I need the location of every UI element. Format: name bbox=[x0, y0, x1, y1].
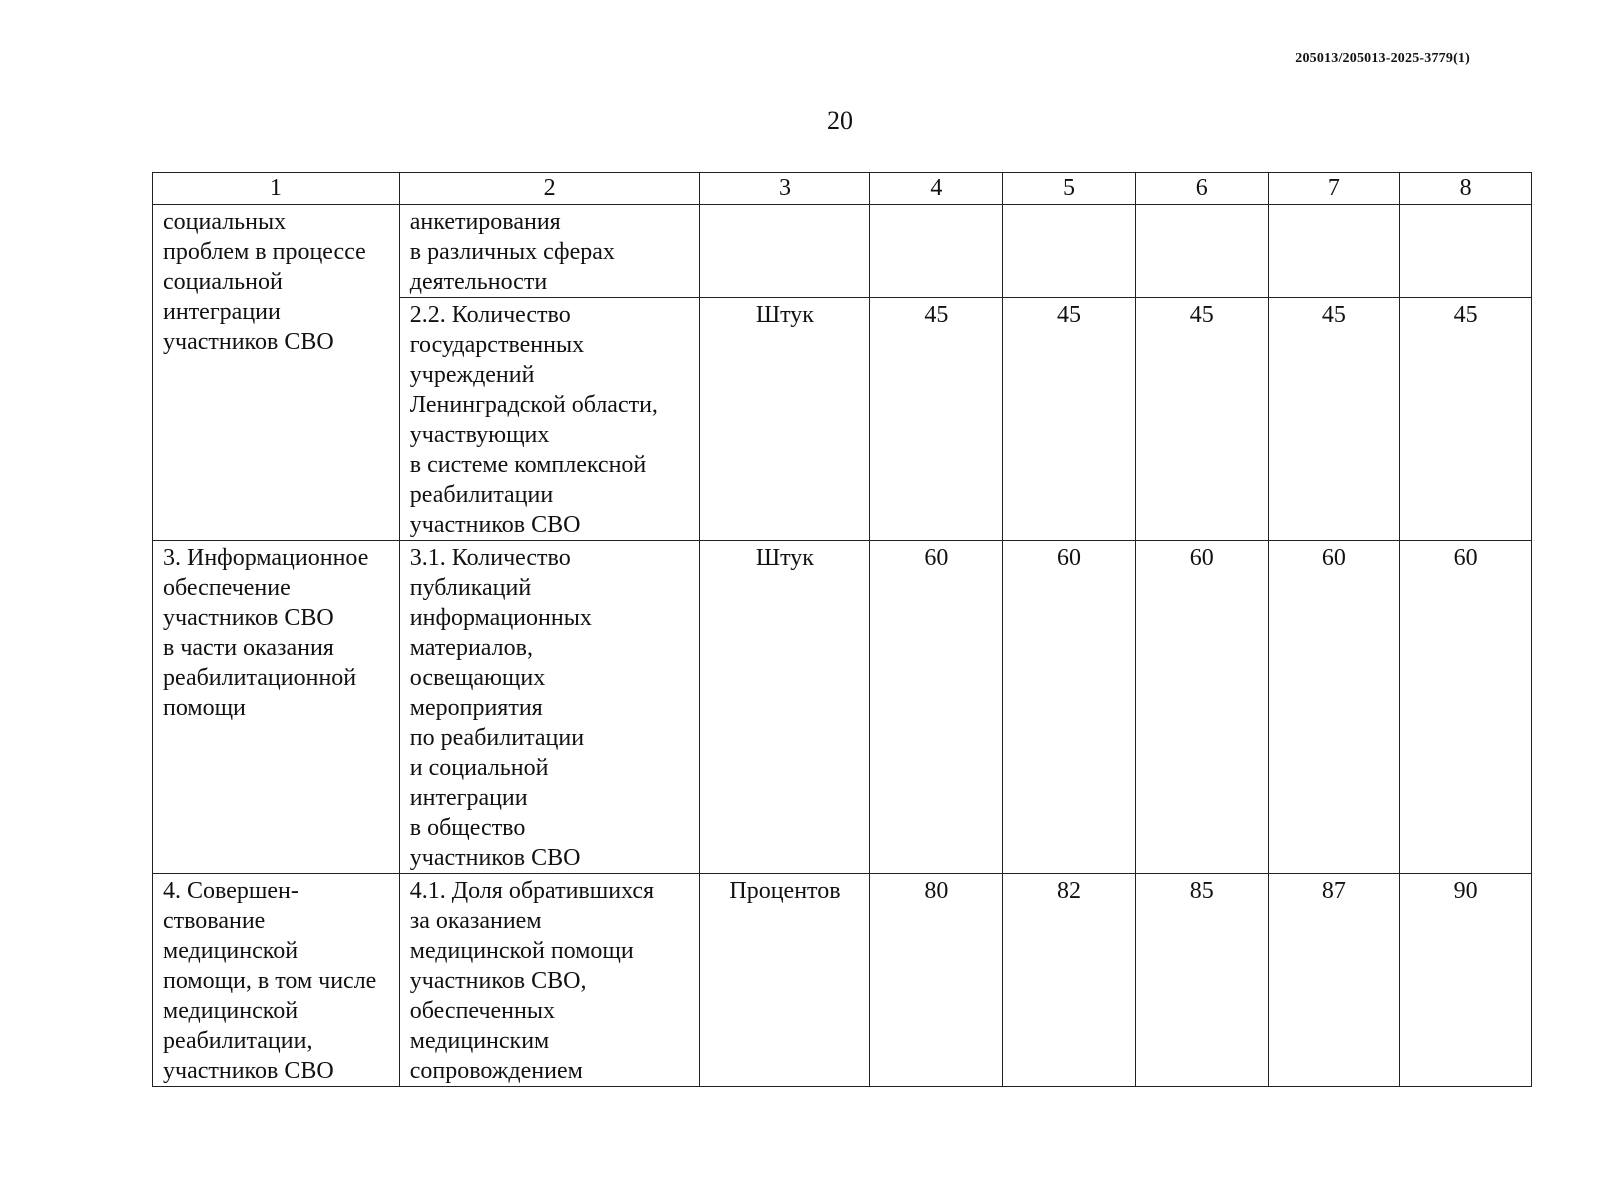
indicator-cell bbox=[399, 298, 700, 541]
column-header: 8 bbox=[1400, 173, 1532, 205]
column-header: 5 bbox=[1003, 173, 1136, 205]
indicators-table-container bbox=[152, 172, 1532, 1087]
value-cell bbox=[1135, 205, 1268, 298]
cell-text-line: в различных сферах bbox=[409, 239, 615, 265]
unit-cell: Штук bbox=[700, 298, 870, 541]
cell-text-line: сопровождением bbox=[409, 1058, 583, 1084]
cell-text-line: анкетирования bbox=[409, 209, 561, 235]
cell-text-line: медицинской помощи bbox=[409, 938, 634, 964]
cell-text-line: в общество bbox=[409, 815, 526, 841]
cell-text-line: реабилитации bbox=[409, 482, 554, 508]
cell-text-line: помощи bbox=[163, 695, 246, 721]
cell-text-line: деятельности bbox=[409, 269, 548, 295]
value-cell bbox=[870, 205, 1003, 298]
table-row bbox=[153, 541, 1532, 874]
value-cell: 60 bbox=[1003, 541, 1136, 874]
cell-text-line: участвующих bbox=[409, 422, 550, 448]
column-header: 7 bbox=[1268, 173, 1400, 205]
indicator-cell bbox=[399, 874, 700, 1087]
cell-text-line: информационных bbox=[409, 605, 592, 631]
cell-text-line: мероприятия bbox=[409, 695, 543, 721]
value-cell: 45 bbox=[1003, 298, 1136, 541]
indicator-cell bbox=[399, 541, 700, 874]
cell-text-line: обеспечение bbox=[163, 575, 291, 601]
value-cell: 45 bbox=[870, 298, 1003, 541]
cell-text-line: интеграции bbox=[409, 785, 528, 811]
cell-text-line: и социальной bbox=[409, 755, 549, 781]
cell-text-line: за оказанием bbox=[409, 908, 542, 934]
cell-text-line: социальной bbox=[163, 269, 283, 295]
document-id: 205013/205013-2025-3779(1) bbox=[1295, 51, 1470, 66]
unit-cell: Процентов bbox=[700, 874, 870, 1087]
column-header: 3 bbox=[700, 173, 870, 205]
page-number: 20 bbox=[827, 106, 853, 135]
cell-text-line: медицинской bbox=[163, 938, 299, 964]
cell-text-line: помощи, в том числе bbox=[163, 968, 377, 994]
value-cell bbox=[1400, 205, 1532, 298]
cell-text-line: обеспеченных bbox=[409, 998, 555, 1024]
cell-text-line: медицинской bbox=[163, 998, 299, 1024]
cell-text-line: публикаций bbox=[409, 575, 532, 601]
cell-text-line: участников СВО, bbox=[409, 968, 587, 994]
cell-text-line: участников СВО bbox=[163, 605, 334, 631]
value-cell: 60 bbox=[1268, 541, 1400, 874]
value-cell: 45 bbox=[1268, 298, 1400, 541]
goal-cell bbox=[153, 205, 400, 541]
value-cell: 80 bbox=[870, 874, 1003, 1087]
indicator-cell bbox=[399, 205, 700, 298]
column-header: 6 bbox=[1135, 173, 1268, 205]
unit-cell: Штук bbox=[700, 541, 870, 874]
cell-text-line: в части оказания bbox=[163, 635, 334, 661]
table-row bbox=[153, 205, 1532, 298]
cell-text-line: освещающих bbox=[409, 665, 546, 691]
cell-text-line: учреждений bbox=[409, 362, 535, 388]
value-cell: 45 bbox=[1135, 298, 1268, 541]
indicators-table bbox=[152, 172, 1532, 1087]
goal-cell bbox=[153, 541, 400, 874]
value-cell: 60 bbox=[870, 541, 1003, 874]
cell-text-line: по реабилитации bbox=[409, 725, 585, 751]
value-cell: 60 bbox=[1135, 541, 1268, 874]
cell-text-line: участников СВО bbox=[163, 1058, 334, 1084]
cell-text-line: участников СВО bbox=[409, 512, 581, 538]
goal-cell bbox=[153, 874, 400, 1087]
cell-text-line: материалов, bbox=[409, 635, 533, 661]
cell-text-line: 3.1. Количество bbox=[409, 545, 571, 571]
cell-text-line: 2.2. Количество bbox=[409, 302, 571, 328]
value-cell: 82 bbox=[1003, 874, 1136, 1087]
value-cell: 45 bbox=[1400, 298, 1532, 541]
cell-text-line: участников СВО bbox=[409, 845, 581, 871]
cell-text-line: 4. Совершен- bbox=[163, 878, 299, 904]
column-header: 2 bbox=[399, 173, 700, 205]
cell-text-line: медицинским bbox=[409, 1028, 550, 1054]
cell-text-line: проблем в процессе bbox=[163, 239, 366, 265]
unit-cell bbox=[700, 205, 870, 298]
column-header: 4 bbox=[870, 173, 1003, 205]
value-cell bbox=[1268, 205, 1400, 298]
value-cell: 90 bbox=[1400, 874, 1532, 1087]
cell-text-line: социальных bbox=[163, 209, 287, 235]
cell-text-line: интеграции bbox=[163, 299, 281, 325]
cell-text-line: Ленинградской области, bbox=[409, 392, 658, 418]
cell-text-line: в системе комплексной bbox=[409, 452, 647, 478]
column-header: 1 bbox=[153, 173, 400, 205]
value-cell: 85 bbox=[1135, 874, 1268, 1087]
value-cell: 60 bbox=[1400, 541, 1532, 874]
value-cell: 87 bbox=[1268, 874, 1400, 1087]
table-header-row bbox=[153, 173, 1532, 205]
cell-text-line: государственных bbox=[409, 332, 585, 358]
cell-text-line: реабилитации, bbox=[163, 1028, 313, 1054]
cell-text-line: ствование bbox=[163, 908, 266, 934]
cell-text-line: реабилитационной bbox=[163, 665, 357, 691]
cell-text-line: участников СВО bbox=[163, 329, 334, 355]
table-row bbox=[153, 874, 1532, 1087]
value-cell bbox=[1003, 205, 1136, 298]
cell-text-line: 4.1. Доля обратившихся bbox=[409, 878, 655, 904]
cell-text-line: 3. Информационное bbox=[163, 545, 369, 571]
